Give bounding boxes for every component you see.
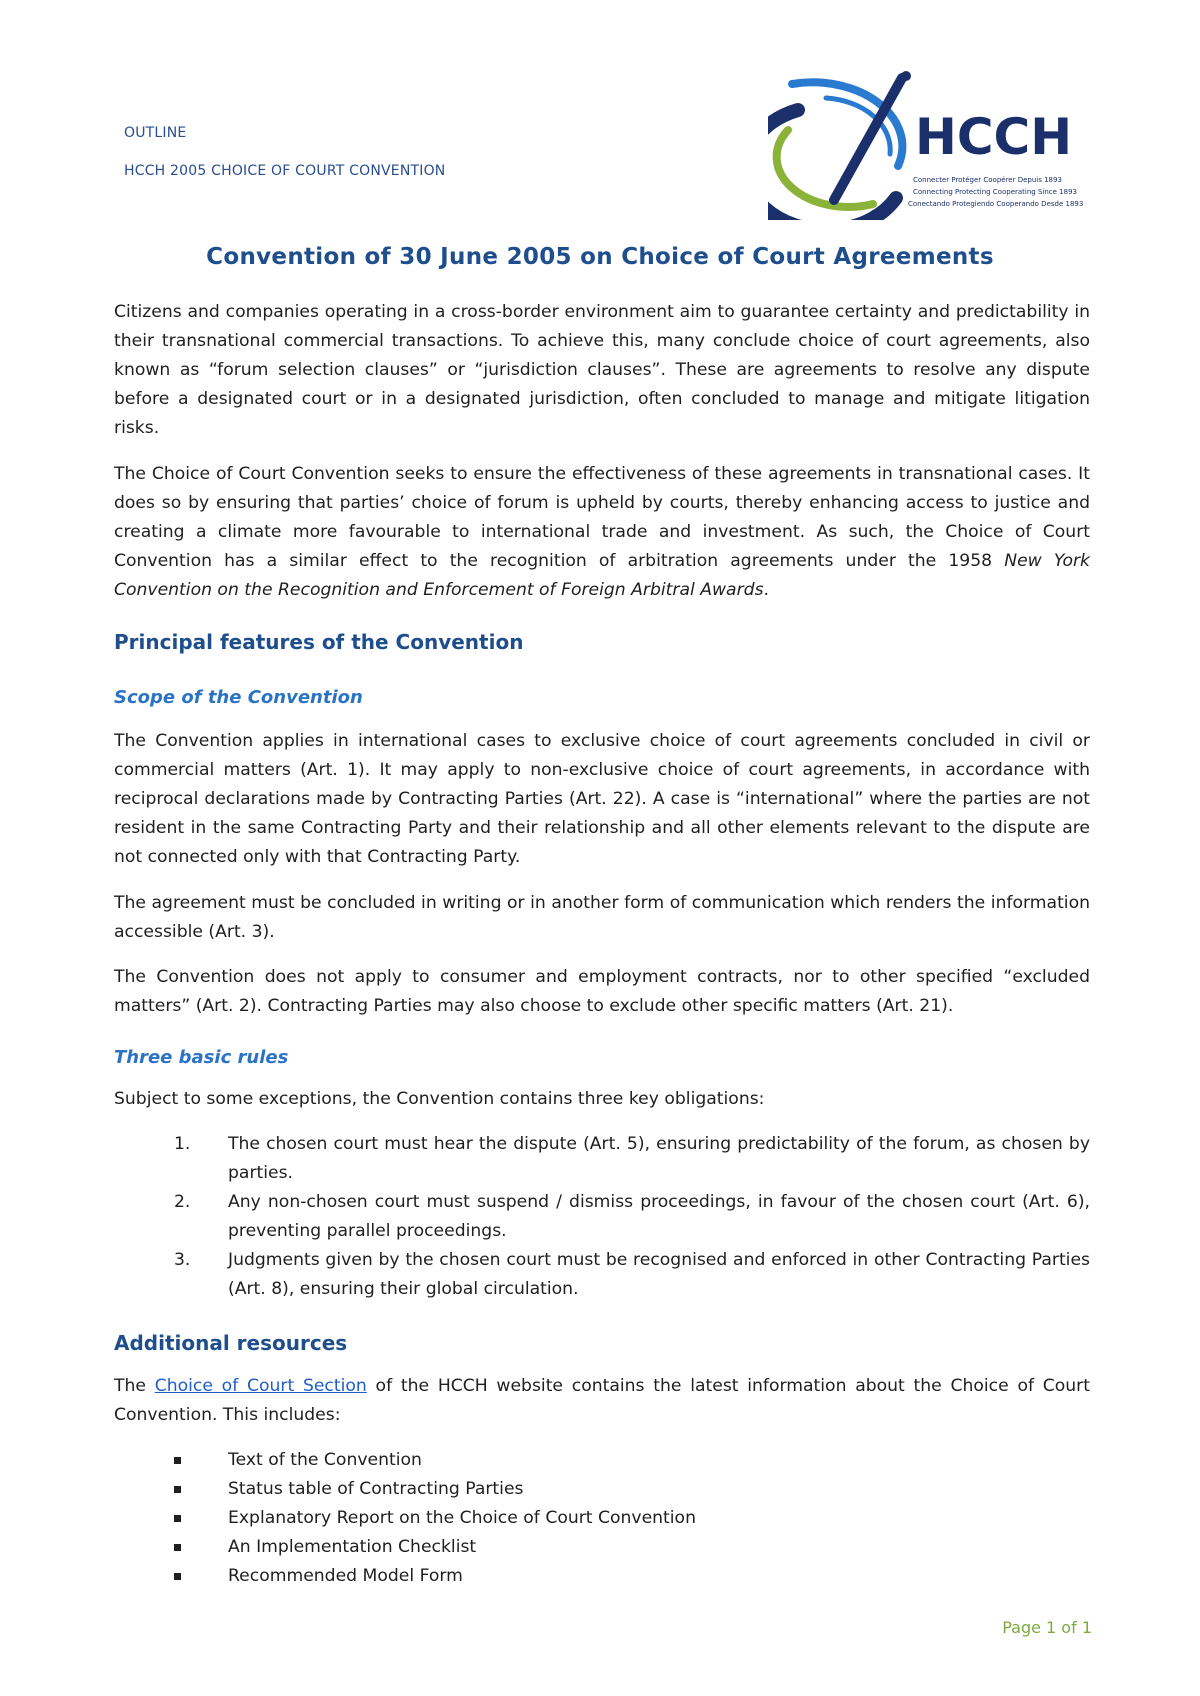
bullet-item-text: Explanatory Report on the Choice of Court Convention (228, 1508, 696, 1528)
hcch-logo-graphic (768, 70, 1098, 220)
intro-paragraph-2-text: The Choice of Court Convention seeks to ensure the effectiveness of these agreements in transnational cases. It does so by ensuring that parties’ choice of forum is upheld by courts, thereby enhancing access to justice and creating a climate more favourable to international trade and investment. As such, the Choice of Court Convention has a similar effect to the recognition of arbitration agreements under the 1958 (114, 464, 1090, 571)
list-item (114, 1130, 1090, 1188)
document-subtitle: HCCH 2005 CHOICE OF COURT CONVENTION (124, 163, 446, 179)
scope-paragraph-3: The Convention does not apply to consumer and employment contracts, nor to other specified “excluded matters” (Art. 2). Contracting Parties may also choose to exclude other specific matters (Art. 21). (114, 967, 1090, 1016)
bullet-icon (174, 1515, 181, 1522)
bullet-icon (174, 1486, 181, 1493)
new-york-convention-title: New York Convention on the Recognition and Enforcement of Foreign Arbitral Awards (114, 551, 1090, 600)
intro-paragraph-1: Citizens and companies operating in a cross-border environment aim to guarantee certainty and predictability in their transnational commercial transactions. To achieve this, many conclude choice of court agreements, also known as “forum selection clauses” or “jurisdiction clauses”. These are agreements to resolve any dispute before a designated court or in a designated jurisdiction, often concluded to manage and mitigate litigation risks. (114, 302, 1090, 438)
page-number: Page 1 of 1 (1002, 1618, 1092, 1637)
resources-text-after: of the HCCH website contains the latest information about the Choice of Court Convention. This includes: (114, 1376, 1090, 1425)
list-item-number: 2. (174, 1192, 191, 1212)
logo-wordmark: HCCH (915, 108, 1073, 166)
rules-intro: Subject to some exceptions, the Convention contains three key obligations: (114, 1089, 765, 1109)
logo-tagline-es: Conectando Protegiendo Cooperando Desde 1893 (908, 200, 1084, 208)
principal-features-heading: Principal features of the Convention (114, 630, 524, 654)
bullet-item (114, 1533, 1090, 1562)
outline-label: OUTLINE (124, 125, 187, 141)
scope-heading: Scope of the Convention (114, 687, 363, 708)
bullet-item-text: Status table of Contracting Parties (228, 1479, 524, 1499)
bullet-item-text: Recommended Model Form (228, 1566, 463, 1586)
hcch-logo (768, 70, 1098, 220)
resources-text-before: The (114, 1376, 155, 1396)
choice-of-court-section-link[interactable]: Choice of Court Section (154, 1376, 367, 1396)
bullet-item (114, 1562, 1090, 1591)
list-item-text: Any non-chosen court must suspend / dismiss proceedings, in favour of the chosen court (Art. 6), preventing parallel proceedings. (228, 1192, 1090, 1241)
bullet-icon (174, 1573, 181, 1580)
resources-paragraph (114, 1372, 1090, 1430)
logo-tagline-fr: Connecter Protéger Coopérer Depuis 1893 (913, 176, 1062, 184)
scope-paragraph-2: The agreement must be concluded in writing or in another form of communication which renders the information accessible (Art. 3). (114, 893, 1090, 942)
bullet-item (114, 1504, 1090, 1533)
intro-paragraph-2-end: . (763, 580, 769, 600)
additional-resources-heading: Additional resources (114, 1331, 348, 1355)
intro-paragraph-2 (114, 460, 1090, 605)
list-item-number: 3. (174, 1250, 191, 1270)
list-item (114, 1188, 1090, 1246)
bullet-item-text: Text of the Convention (228, 1450, 422, 1470)
bullet-icon (174, 1457, 181, 1464)
list-item-text: Judgments given by the chosen court must be recognised and enforced in other Contracting Parties (Art. 8), ensuring their global circulation. (228, 1250, 1090, 1299)
logo-tagline-en: Connecting Protecting Cooperating Since 1893 (913, 188, 1077, 196)
list-item (114, 1246, 1090, 1304)
bullet-item (114, 1446, 1090, 1475)
scope-paragraph-1: The Convention applies in international cases to exclusive choice of court agreements concluded in civil or commercial matters (Art. 1). It may apply to non-exclusive choice of court agreements, in accordance with reciprocal declarations made by Contracting Parties (Art. 22). A case is “international” where the parties are not resident in the same Contracting Party and their relationship and all other elements relevant to the dispute are not connected only with that Contracting Party. (114, 731, 1090, 867)
bullet-item-text: An Implementation Checklist (228, 1537, 477, 1557)
list-item-text: The chosen court must hear the dispute (Art. 5), ensuring predictability of the forum, as chosen by parties. (228, 1134, 1090, 1183)
bullet-icon (174, 1544, 181, 1551)
list-item-number: 1. (174, 1134, 191, 1154)
bullet-item (114, 1475, 1090, 1504)
three-rules-heading: Three basic rules (114, 1047, 289, 1068)
document-title: Convention of 30 June 2005 on Choice of Court Agreements (206, 244, 994, 270)
